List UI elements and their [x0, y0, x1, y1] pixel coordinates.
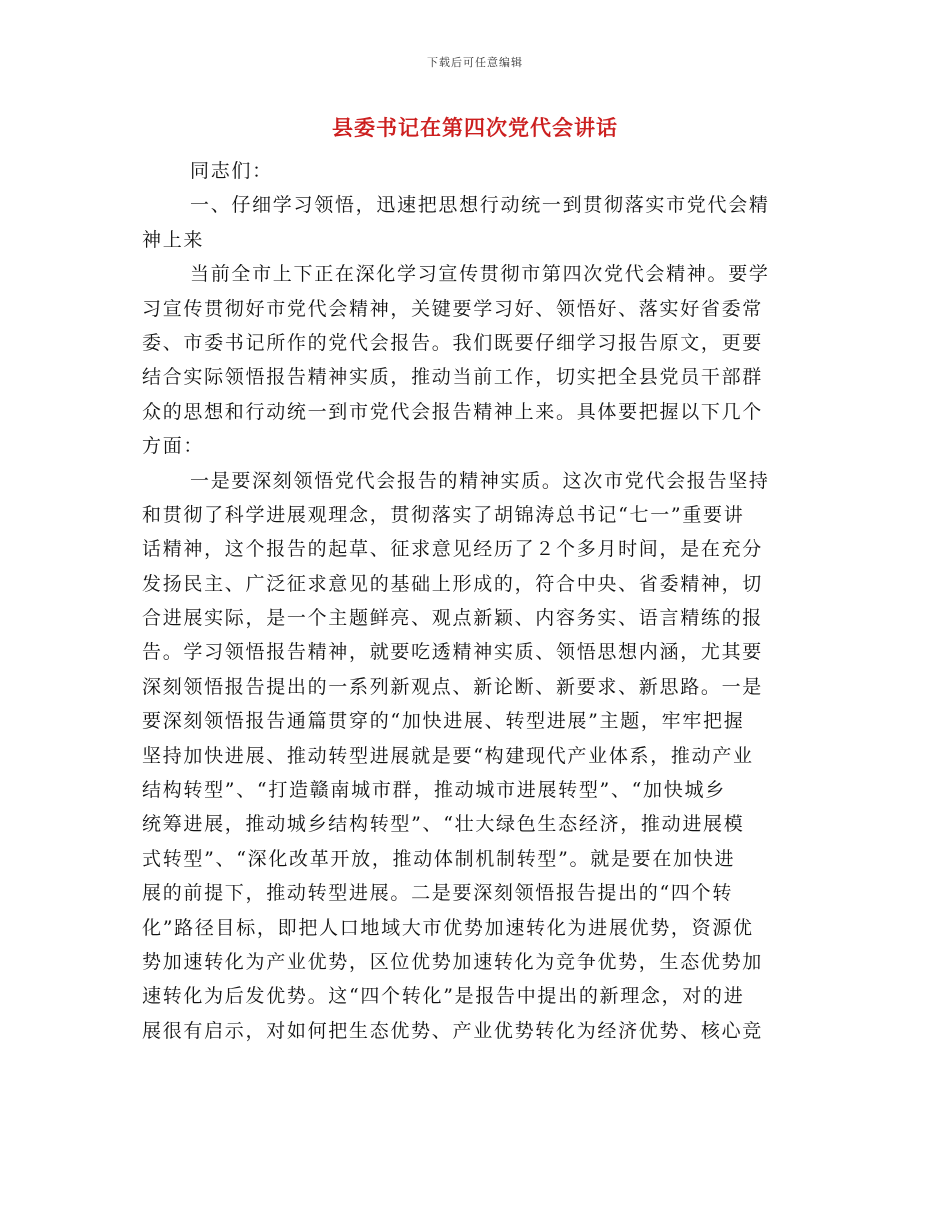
paragraph-line: 势加速转化为产业优势，区位优势加速转化为竞争优势，生态优势加 — [142, 950, 764, 973]
paragraph-line: 化”路径目标，即把人口地域大市优势加速转化为进展优势，资源优 — [142, 916, 754, 939]
page-header: 下载后可任意编辑 — [427, 56, 523, 69]
paragraph-line: 和贯彻了科学进展观理念，贯彻落实了胡锦涛总书记“七一”重要讲 — [142, 503, 745, 526]
paragraph-line: 习宣传贯彻好市党代会精神，关键要学习好、领悟好、落实好省委常 — [142, 297, 764, 320]
paragraph-line: 结合实际领悟报告精神实质，推动当前工作，切实把全县党员干部群 — [142, 366, 764, 389]
paragraph-line: 众的思想和行动统一到市党代会报告精神上来。具体要把握以下几个 — [142, 400, 764, 423]
section-heading-line: 一、仔细学习领悟，迅速把思想行动统一到贯彻落实市党代会精 — [190, 194, 770, 217]
salutation: 同志们： — [190, 160, 273, 182]
paragraph-line: 当前全市上下正在深化学习宣传贯彻市第四次党代会精神。要学 — [190, 263, 770, 286]
paragraph-line: 坚持加快进展、推动转型进展就是要“构建现代产业体系，推动产业 — [142, 744, 754, 767]
paragraph-line: 要深刻领悟报告通篇贯穿的“加快进展、转型进展”主题，牢牢把握 — [142, 710, 745, 733]
paragraph-line: 方面： — [142, 435, 205, 458]
document-title: 县委书记在第四次党代会讲话 — [332, 116, 618, 140]
paragraph-line: 式转型”、“深化改革开放，推动体制机制转型”。就是要在加快进 — [142, 847, 736, 870]
paragraph-line: 话精神，这个报告的起草、征求意见经历了２个多月时间，是在充分 — [142, 538, 764, 561]
paragraph-line: 结构转型”、“打造赣南城市群，推动城市进展转型”、“加快城乡 — [142, 779, 726, 802]
paragraph-line: 合进展实际，是一个主题鲜亮、观点新颖、内容务实、语言精练的报 — [142, 607, 764, 630]
paragraph-line: 一是要深刻领悟党代会报告的精神实质。这次市党代会报告坚持 — [190, 469, 770, 492]
paragraph-line: 告。学习领悟报告精神，就要吃透精神实质、领悟思想内涵，尤其要 — [142, 641, 764, 664]
document-body — [142, 154, 802, 1048]
paragraph-line: 委、市委书记所作的党代会报告。我们既要仔细学习报告原文，更要 — [142, 331, 764, 354]
section-heading-line: 神上来 — [142, 228, 205, 251]
paragraph-line: 展的前提下，推动转型进展。二是要深刻领悟报告提出的“四个转 — [142, 882, 734, 905]
paragraph-line: 展很有启示，对如何把生态优势、产业优势转化为经济优势、核心竞 — [142, 1019, 764, 1042]
paragraph-line: 速转化为后发优势。这“四个转化”是报告中提出的新理念，对的进 — [142, 985, 745, 1008]
paragraph-line: 发扬民主、广泛征求意见的基础上形成的，符合中央、省委精神，切 — [142, 572, 764, 595]
paragraph-line: 深刻领悟报告提出的一系列新观点、新论断、新要求、新思路。一是 — [142, 675, 764, 698]
paragraph-line: 统筹进展，推动城乡结构转型”、“壮大绿色生态经济，推动进展模 — [142, 813, 745, 836]
